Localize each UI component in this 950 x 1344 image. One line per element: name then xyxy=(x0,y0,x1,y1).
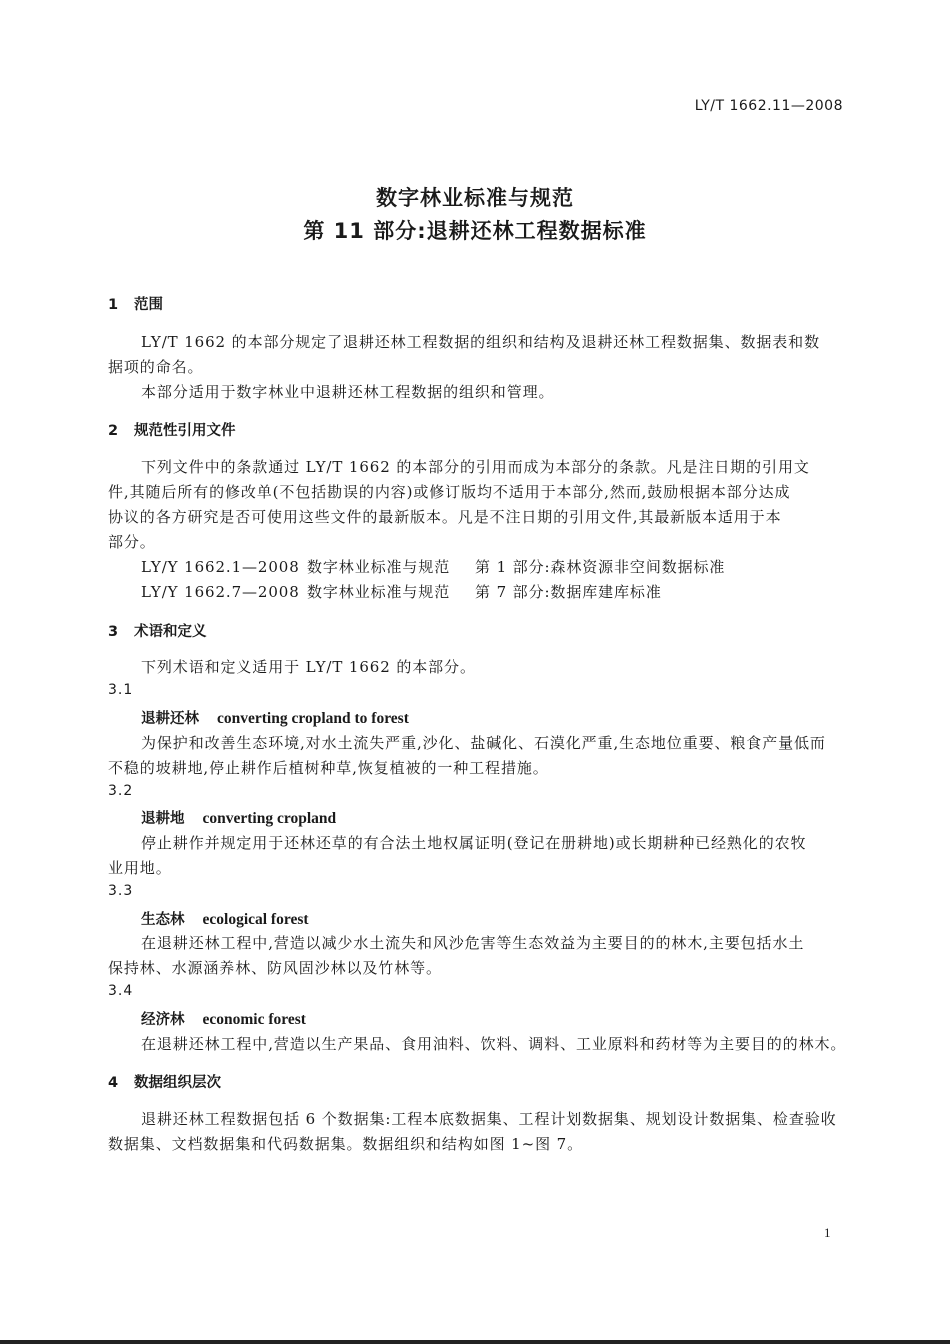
term-english: ecological forest xyxy=(202,911,309,928)
paragraph-line: 部分。 xyxy=(108,533,156,551)
paragraph-line: 数据集、文档数据集和代码数据集。数据组织和结构如图 1~图 7。 xyxy=(108,1135,583,1153)
section-number: 3 xyxy=(108,624,119,640)
term-english: converting cropland xyxy=(202,810,337,827)
reference-series: 数字林业标准与规范 xyxy=(307,558,451,576)
clause-number: 3.3 xyxy=(108,883,134,899)
term-definition-line: 停止耕作并规定用于还林还草的有合法土地权属证明(登记在册耕地)或长期耕种已经熟化的农牧 xyxy=(141,834,807,852)
document-title-line2: 第 11 部分:退耕还林工程数据标准 xyxy=(303,219,647,243)
term-entry xyxy=(141,707,409,728)
section-title: 数据组织层次 xyxy=(134,1075,221,1091)
term-english: converting cropland to forest xyxy=(217,710,409,727)
term-definition-line: 在退耕还林工程中,营造以减少水土流失和风沙危害等生态效益为主要目的的林木,主要包括水土 xyxy=(141,934,805,952)
paragraph-line: 下列文件中的条款通过 LY/T 1662 的本部分的引用而成为本部分的条款。凡是注日期的引用文 xyxy=(141,458,810,476)
paragraph-line: 协议的各方研究是否可使用这些文件的最新版本。凡是不注日期的引用文件,其最新版本适用于本 xyxy=(108,508,782,526)
term-entry xyxy=(141,908,309,929)
section-3-heading xyxy=(108,620,207,641)
term-chinese: 生态林 xyxy=(141,912,185,928)
term-chinese: 退耕还林 xyxy=(141,711,199,727)
page-number: 1 xyxy=(824,1225,831,1240)
reference-code: LY/Y 1662.1—2008 xyxy=(141,558,300,576)
reference-series: 数字林业标准与规范 xyxy=(307,583,451,601)
standard-code: LY/T 1662.11—2008 xyxy=(694,98,843,114)
term-definition-line: 在退耕还林工程中,营造以生产果品、食用油料、饮料、调料、工业原料和药材等为主要目的的林木。 xyxy=(141,1035,847,1053)
term-definition-line: 为保护和改善生态环境,对水土流失严重,沙化、盐碱化、石漠化严重,生态地位重要、粮食产量低而 xyxy=(141,734,826,752)
term-entry xyxy=(141,1008,306,1029)
paragraph-line: 据项的命名。 xyxy=(108,358,204,376)
normative-reference xyxy=(141,581,662,602)
term-chinese: 经济林 xyxy=(141,1012,185,1028)
clause-number: 3.4 xyxy=(108,983,134,999)
bottom-border xyxy=(0,1340,950,1344)
term-definition-line: 业用地。 xyxy=(108,859,172,877)
section-number: 2 xyxy=(108,423,119,439)
term-chinese: 退耕地 xyxy=(141,811,185,827)
reference-code: LY/Y 1662.7—2008 xyxy=(141,583,300,601)
term-definition-line: 不稳的坡耕地,停止耕作后植树种草,恢复植被的一种工程措施。 xyxy=(108,759,549,777)
paragraph-line: 本部分适用于数字林业中退耕还林工程数据的组织和管理。 xyxy=(141,383,555,401)
paragraph-line: 退耕还林工程数据包括 6 个数据集:工程本底数据集、工程计划数据集、规划设计数据集、检查验收 xyxy=(141,1110,837,1128)
reference-part: 第 7 部分:数据库建库标准 xyxy=(475,583,662,601)
document-title-line1: 数字林业标准与规范 xyxy=(376,186,574,210)
term-definition-line: 保持林、水源涵养林、防风固沙林以及竹林等。 xyxy=(108,959,442,977)
clause-number: 3.2 xyxy=(108,783,134,799)
section-2-heading xyxy=(108,419,236,440)
section-title: 规范性引用文件 xyxy=(134,423,236,439)
section-number: 1 xyxy=(108,297,119,313)
paragraph-line: 下列术语和定义适用于 LY/T 1662 的本部分。 xyxy=(141,658,476,676)
section-4-heading xyxy=(108,1071,221,1092)
normative-reference xyxy=(141,556,725,577)
section-title: 范围 xyxy=(134,297,163,313)
section-title: 术语和定义 xyxy=(134,624,207,640)
reference-part: 第 1 部分:森林资源非空间数据标准 xyxy=(475,558,726,576)
paragraph-line: 件,其随后所有的修改单(不包括勘误的内容)或修订版均不适用于本部分,然而,鼓励根据本部分达成 xyxy=(108,483,791,501)
section-1-heading xyxy=(108,293,163,314)
term-entry xyxy=(141,807,336,828)
term-english: economic forest xyxy=(202,1011,306,1028)
clause-number: 3.1 xyxy=(108,682,134,698)
paragraph-line: LY/T 1662 的本部分规定了退耕还林工程数据的组织和结构及退耕还林工程数据集、数据表和数 xyxy=(141,333,820,351)
section-number: 4 xyxy=(108,1075,119,1091)
